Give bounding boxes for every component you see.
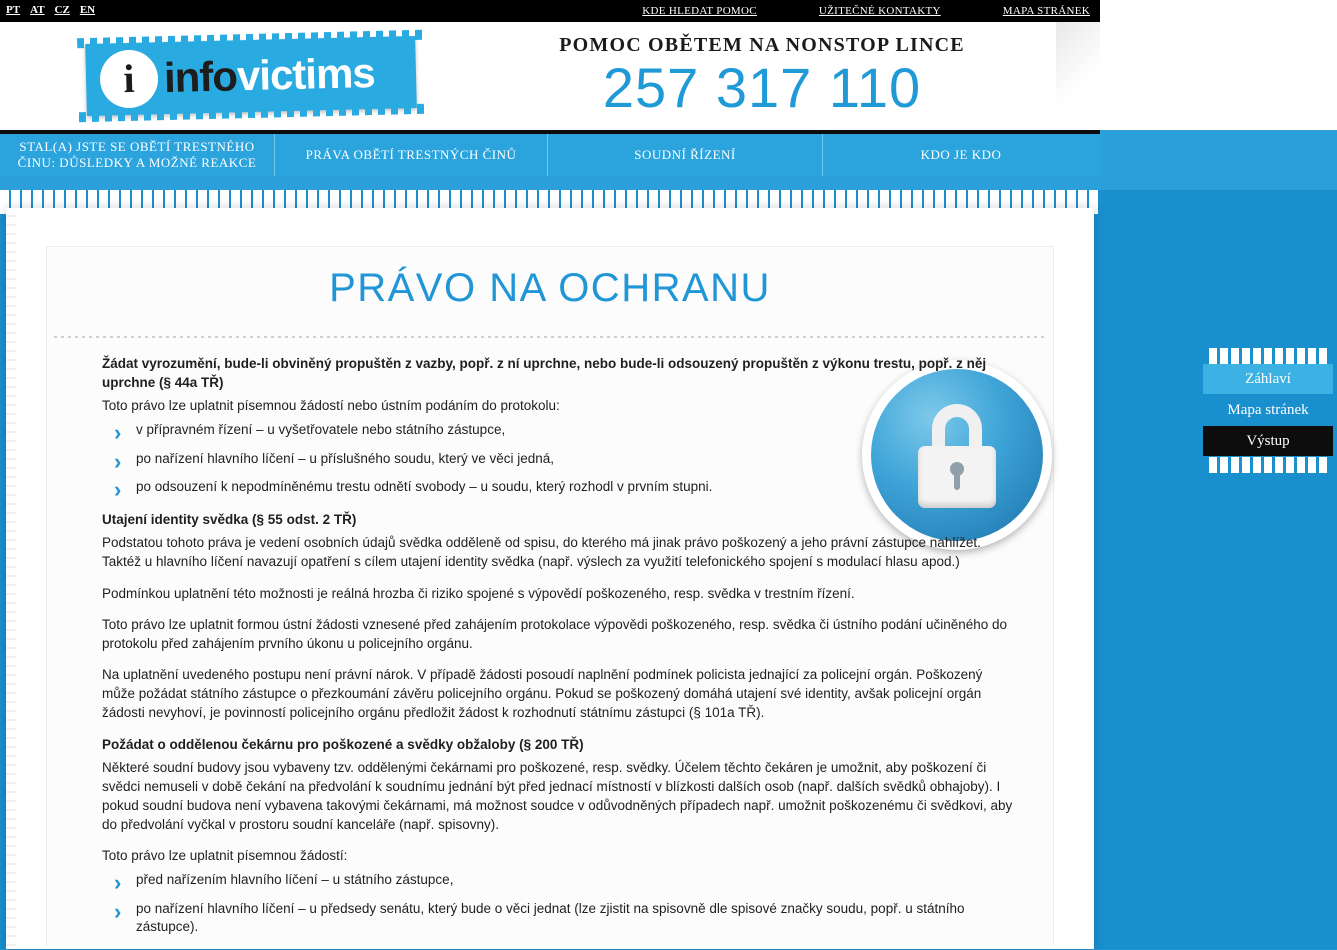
logo-content [85, 36, 417, 116]
side-menu-bottom-edge [1209, 457, 1327, 473]
lang-link-pt[interactable]: PT [6, 4, 21, 16]
section3-bullet-list [102, 871, 1014, 936]
page-title: PRÁVO NA OCHRANU [329, 266, 771, 310]
lang-link-at[interactable]: AT [30, 4, 45, 16]
side-menu-item-mapa-stranek[interactable]: Mapa stránek [1227, 401, 1309, 418]
section2-paragraph-1: Podstatou tohoto práva je vedení osobních údajů svědka odděleně od spisu, do kterého má jinak právo poškozený a jeho právní zástupce nahlížet. Taktéž u hlavního líčení navazují opatření s cílem utajení identity svědka (např. výslech za využití telefonického spojení s modulací hlasu apod.) [102, 535, 981, 570]
section3-paragraph-1: Některé soudní budovy jsou vybaveny tzv. oddělenými čekárnami pro poškozené, resp. svědky. Účelem těchto čekáren je umožnit, aby poškození či svědci nemuseli v době čekání na předvolání k soudnímu jednání být před jednací místností v blízkosti dalších osob (např. dalších svědků obhajoby). I pokud soudní budova není vybavena takovými čekárnami, má možnost soudce v odůvodněných případech např. umožnit poškozenému či svědkovi, aby do předvolání vyčkal v prostoru soudní kanceláře (např. spisovny). [102, 759, 1013, 833]
info-circle-icon: i [99, 49, 158, 108]
logo-text-victims: victims [236, 48, 376, 100]
logo-text-info: info [163, 52, 238, 102]
section3-paragraph-2: Toto právo lze uplatnit písemnou žádostí: [102, 848, 348, 864]
site-logo[interactable] [86, 30, 416, 122]
list-item: › po odsouzení k nepodmíněnému trestu odnětí svobody – u soudu, který rozhodl v prvním stupni. [106, 478, 1014, 496]
section1-heading [102, 354, 1014, 392]
section3-heading-text: Požádat o oddělenou čekárnu pro poškozené a svědky obžaloby (§ 200 TŘ) [102, 736, 584, 752]
language-switcher [6, 4, 95, 16]
paper-left-edge [6, 208, 16, 949]
section2-heading [102, 510, 1014, 529]
nav-item-prava-obeti[interactable]: PRÁVA OBĚTÍ TRESTNÝCH ČINŮ [275, 134, 548, 176]
hotline-block [532, 34, 992, 118]
section2-paragraph-3: Toto právo lze uplatnit formou ústní žádosti vznesené před zahájením protokolace výpovědi poškozeného, resp. svědka či ústního podání učiněného do protokolu před zahájením prvního úkonu u policejního orgánu. [102, 616, 1008, 651]
top-link-mapa-stranek[interactable]: MAPA STRÁNEK [1002, 5, 1090, 17]
section2-paragraph-2: Podmínkou uplatnění této možnosti je reálná hrozba či riziko spojené s výpovědí poškozeného, resp. svědka v trestním řízení. [102, 585, 855, 601]
page-background [0, 190, 1100, 949]
top-links [642, 5, 1090, 17]
top-utility-bar [0, 0, 1100, 22]
content-sheet [6, 208, 1094, 949]
title-divider [54, 336, 1044, 338]
side-quick-menu [1203, 348, 1333, 473]
side-menu-item-vystup[interactable]: Výstup [1203, 426, 1333, 456]
section1-heading-text: Žádat vyrozumění, bude-li obviněný propuštěn z vazby, popř. z ní uprchne, nebo bude-li odsouzený propuštěn z výkonu trestu, popř. z něj uprchne (§ 44a TŘ) [102, 356, 987, 391]
side-menu-item-zahlavi[interactable]: Záhlaví [1203, 364, 1333, 394]
list-item: › před nařízením hlavního líčení – u státního zástupce, [106, 871, 1014, 889]
list-item: › po nařízení hlavního líčení – u předsedy senátu, který bude o věci jednat (lze zjistit na spisovně dle spisové značky soudu, popř. u státního zástupce). [106, 900, 1014, 936]
main-navigation [0, 130, 1100, 176]
top-link-kde-hledat-pomoc[interactable]: KDE HLEDAT POMOC [642, 5, 757, 17]
page-curl-decoration [1056, 22, 1100, 130]
logo-wordmark [163, 49, 375, 102]
lang-link-cz[interactable]: CZ [54, 4, 70, 16]
article-content [102, 354, 1014, 950]
hotline-number: 257 317 110 [602, 56, 922, 119]
list-item: › po nařízení hlavního líčení – u příslušného soudu, který ve věci jedná, [106, 450, 1014, 468]
hotline-label: POMOC OBĚTEM NA NONSTOP LINCE [559, 34, 965, 56]
nav-item-dusledky-a-reakce[interactable]: STAL(A) JSTE SE OBĚTÍ TRESTNÉHO ČINU: DŮSLEDKY A MOŽNÉ REAKCE [0, 134, 275, 176]
site-header [0, 22, 1100, 130]
section2-paragraph-4: Na uplatnění uvedeného postupu není právní nárok. V případě žádosti posoudí naplnění podmínek policista jednající za policejní orgán. Poškozený může požádat státního zástupce o přezkoumání závěru policejního orgánu. Pokud se poškozený domáhá utajení své identity, avšak policejní orgán žádosti nevyhoví, je povinností policejního orgánu předložit žádost k rozhodnutí státnímu zástupci (§ 101a TŘ). [102, 667, 983, 721]
section3-heading [102, 735, 1014, 754]
lang-link-en[interactable]: EN [79, 4, 96, 16]
section1-intro: Toto právo lze uplatnit písemnou žádostí nebo ústním podáním do protokolu: [102, 398, 560, 414]
nav-item-soudni-rizeni[interactable]: SOUDNÍ ŘÍZENÍ [548, 134, 823, 176]
list-item: › v přípravném řízení – u vyšetřovatele nebo státního zástupce, [106, 421, 1014, 439]
side-menu-top-edge [1209, 348, 1327, 364]
section1-bullet-list [102, 421, 1014, 496]
section2-heading-text: Utajení identity svědka (§ 55 odst. 2 TŘ) [102, 512, 357, 528]
top-link-uzitecne-kontakty[interactable]: UŽITEČNÉ KONTAKTY [818, 5, 941, 17]
nav-item-kdo-je-kdo[interactable]: KDO JE KDO [920, 146, 1002, 162]
